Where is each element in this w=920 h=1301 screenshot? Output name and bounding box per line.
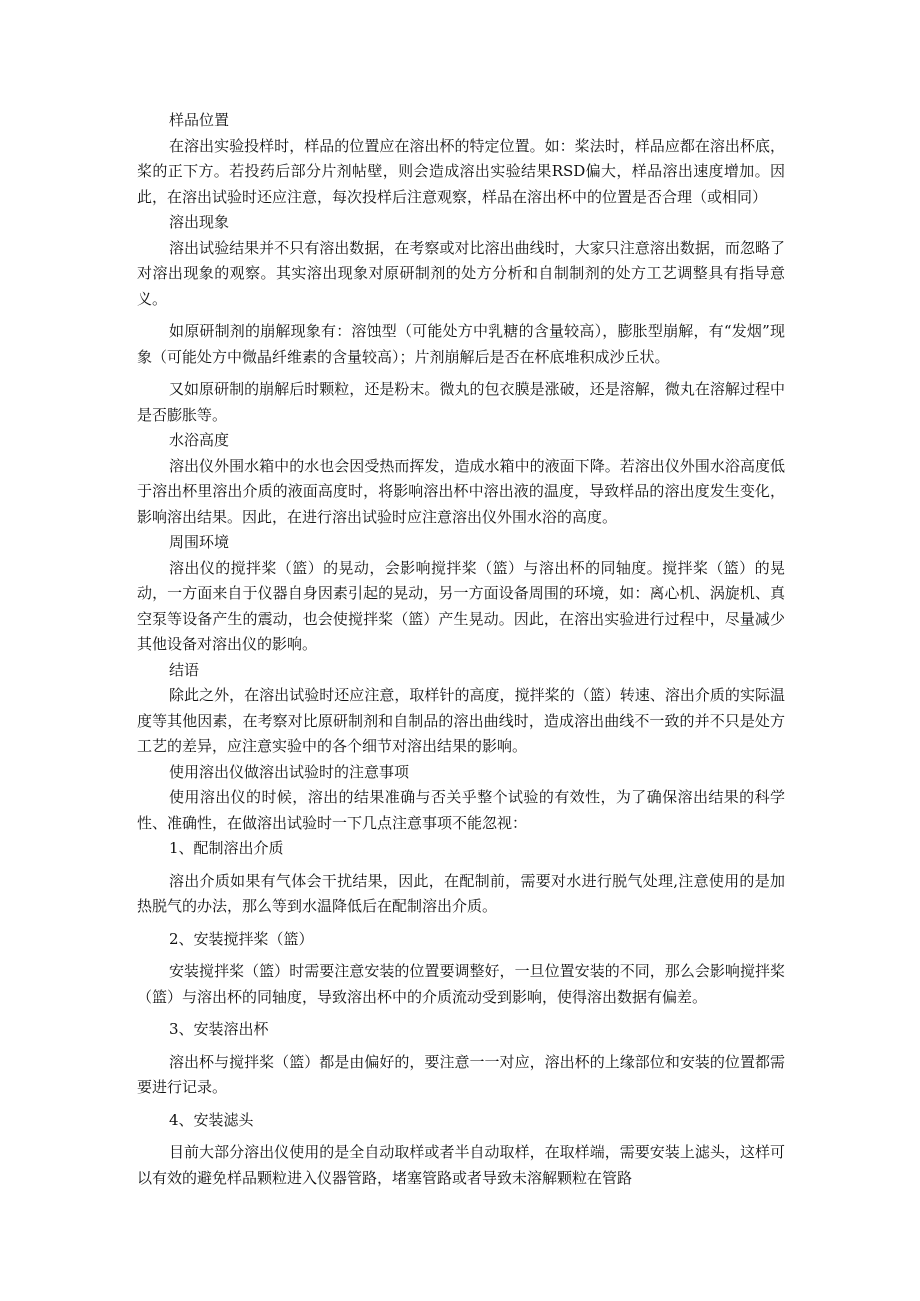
section-heading-install-vessel: 3、安装溶出杯 <box>169 1020 269 1038</box>
paragraph: 安装搅拌桨（篮）时需要注意安装的位置要调整好，一旦位置安装的不同，那么会影响搅拌桨（篮）与溶出杯的同轴度，导致溶出杯中的介质流动受到影响，使得溶出数据有偏差。 <box>137 962 785 1006</box>
section-heading-dissolution-phenomenon: 溶出现象 <box>169 213 230 231</box>
paragraph: 又如原研制的崩解后时颗粒，还是粉末。微丸的包衣膜是涨破，还是溶解，微丸在溶解过程中是否膨胀等。 <box>137 380 785 424</box>
paragraph: 使用溶出仪的时候，溶出的结果准确与否关乎整个试验的有效性，为了确保溶出结果的科学性、准确性，在做溶出试验时一下几点注意事项不能忽视： <box>137 788 785 832</box>
paragraph: 溶出仪外围水箱中的水也会因受热而挥发，造成水箱中的液面下降。若溶出仪外围水浴高度低于溶出杯里溶出介质的液面高度时，将影响溶出杯中溶出液的温度，导致样品的溶出度发生变化，影响溶出结果。因此，在进行溶出试验时应注意溶出仪外围水浴的高度。 <box>137 456 785 526</box>
paragraph: 如原研制剂的崩解现象有：溶蚀型（可能处方中乳糖的含量较高），膨胀型崩解，有“发烟”现象（可能处方中微晶纤维素的含量较高）；片剂崩解后是否在杯底堆积成沙丘状。 <box>137 322 785 366</box>
section-heading-install-filter: 4、安装滤头 <box>169 1110 254 1129</box>
paragraph: 在溶出实验投样时，样品的位置应在溶出杯的特定位置。如：桨法时，样品应都在溶出杯底，桨的正下方。若投药后部分片剂帖壁，则会造成溶出实验结果RSD偏大，样品溶出速度增加。因此，在溶出试验时还应注意，每次投样后注意观察，样品在溶出杯中的位置是否合理（或相同） <box>137 136 785 206</box>
paragraph: 溶出试验结果并不只有溶出数据，在考察或对比溶出曲线时，大家只注意溶出数据，而忽略了对溶出现象的观察。其实溶出现象对原研制剂的处方分析和自制制剂的处方工艺调整具有指导意义。 <box>137 238 785 308</box>
paragraph: 溶出介质如果有气体会干扰结果，因此，在配制前，需要对水进行脱气处理,注意使用的是加热脱气的办法，那么等到水温降低后在配制溶出介质。 <box>137 871 785 915</box>
section-heading-precautions: 使用溶出仪做溶出试验时的注意事项 <box>169 762 410 781</box>
paragraph: 除此之外，在溶出试验时还应注意，取样针的高度，搅拌桨的（篮）转速、溶出介质的实际温度等其他因素，在考察对比原研制剂和自制品的溶出曲线时，造成溶出曲线不一致的并不只是处方工艺的差异，应注意实验中的各个细节对溶出结果的影响。 <box>137 686 785 755</box>
paragraph: 溶出仪的搅拌桨（篮）的晃动，会影响搅拌桨（篮）与溶出杯的同轴度。搅拌桨（篮）的晃动，一方面来自于仪器自身因素引起的晃动，另一方面设备周围的环境，如：离心机、涡旋机、真空泵等设备产生的震动，也会使搅拌桨（篮）产生晃动。因此，在溶出实验进行过程中，尽量减少其他设备对溶出仪的影响。 <box>137 558 785 653</box>
section-heading-install-paddle: 2、安装搅拌桨（篮） <box>169 929 314 948</box>
paragraph: 溶出杯与搅拌桨（篮）都是由偏好的，要注意一一对应，溶出杯的上缘部位和安装的位置都需要进行记录。 <box>137 1052 785 1096</box>
document-page <box>137 108 785 1191</box>
section-heading-sample-position: 样品位置 <box>169 111 230 129</box>
section-heading-water-bath-height: 水浴高度 <box>169 431 230 449</box>
section-heading-prepare-medium: 1、配制溶出介质 <box>169 839 284 857</box>
paragraph: 目前大部分溶出仪使用的是全自动取样或者半自动取样，在取样端，需要安装上滤头，这样可以有效的避免样品颗粒进入仪器管路，堵塞管路或者导致未溶解颗粒在管路 <box>137 1143 785 1187</box>
section-heading-conclusion: 结语 <box>169 660 200 679</box>
section-heading-environment: 周围环境 <box>169 533 230 551</box>
